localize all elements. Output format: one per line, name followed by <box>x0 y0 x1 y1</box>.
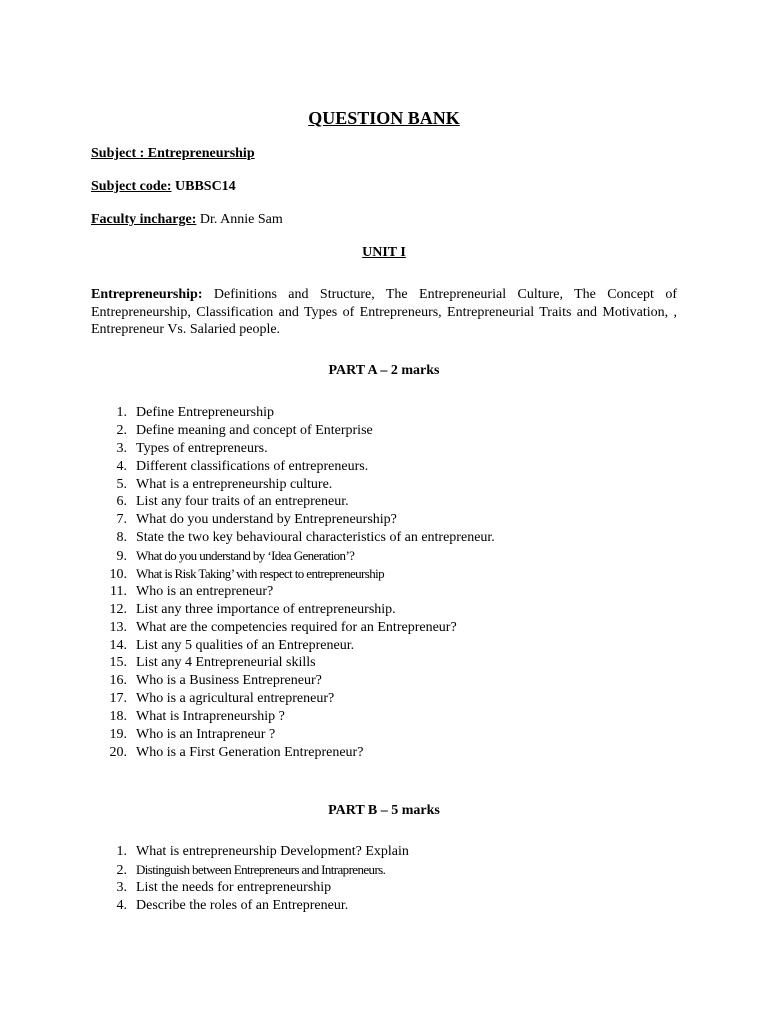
list-item: 10. What is Risk Taking’ with respect to entrepreneurship <box>109 566 385 583</box>
intro-text: Definitions and Structure, The Entrepreneurial Culture, The Concept of Entrepreneurship, Classification and Types of Entrepreneurs, Entrepreneurial Traits and Motivation, , Entrepreneur Vs. Salaried people. <box>91 287 677 337</box>
list-item: 4. Different classifications of entrepreneurs. <box>116 458 369 474</box>
subject-line <box>91 146 255 162</box>
subject-label: Subject : Entrepreneurship <box>91 146 255 161</box>
list-item: 1. Define Entrepreneurship <box>116 405 274 420</box>
list-item: 3. List the needs for entrepreneurship <box>116 879 332 895</box>
list-item: 2. Distinguish between Entrepreneurs and Intrapreneurs. <box>116 861 386 878</box>
subject-code-line <box>91 179 236 195</box>
list-item: 9. What do you understand by ‘Idea Generation’? <box>116 548 355 565</box>
list-item: 8. State the two key behavioural characteristics of an entrepreneur. <box>116 530 495 546</box>
list-item: 16. Who is a Business Entrepreneur? <box>109 673 322 689</box>
list-item: 2. Define meaning and concept of Enterprise <box>116 422 373 438</box>
faculty-line <box>91 212 283 228</box>
list-item: 3. Types of entrepreneurs. <box>116 440 268 456</box>
list-item: 18. What is Intrapreneurship ? <box>109 709 285 725</box>
part-a-heading: PART A – 2 marks <box>328 363 440 378</box>
list-item: 11. Who is an entrepreneur? <box>110 583 274 599</box>
list-item: 4. Describe the roles of an Entrepreneur. <box>116 897 349 913</box>
faculty-label: Faculty incharge: <box>91 212 197 227</box>
list-item: 19. Who is an Intrapreneur ? <box>109 727 276 743</box>
list-item: 17. Who is a agricultural entrepreneur? <box>109 691 335 707</box>
unit-heading: UNIT I <box>362 245 406 260</box>
list-item: 13. What are the competencies required for an Entrepreneur? <box>109 619 457 635</box>
part-a-questions <box>91 404 495 762</box>
list-item: 5. What is a entrepreneurship culture. <box>116 476 333 492</box>
intro-heading: Entrepreneurship: <box>91 287 203 302</box>
list-item: 12. List any three importance of entrepreneurship. <box>109 601 396 617</box>
part-b-heading: PART B – 5 marks <box>328 803 440 818</box>
unit-intro <box>91 286 677 339</box>
list-item: 7. What do you understand by Entrepreneurship? <box>116 512 397 528</box>
list-item: 20. Who is a First Generation Entrepreneur? <box>109 744 364 760</box>
subject-code-label: Subject code: <box>91 179 172 194</box>
document-title: QUESTION BANK <box>308 108 460 128</box>
list-item: 1. What is entrepreneurship Development? Explain <box>116 844 409 859</box>
part-b-questions <box>91 843 409 915</box>
list-item: 14. List any 5 qualities of an Entrepreneur. <box>109 637 355 653</box>
list-item: 15. List any 4 Entrepreneurial skills <box>109 655 316 671</box>
subject-code-value: UBBSC14 <box>175 179 236 194</box>
faculty-value: Dr. Annie Sam <box>199 212 283 227</box>
list-item: 6. List any four traits of an entrepreneur. <box>116 494 349 510</box>
